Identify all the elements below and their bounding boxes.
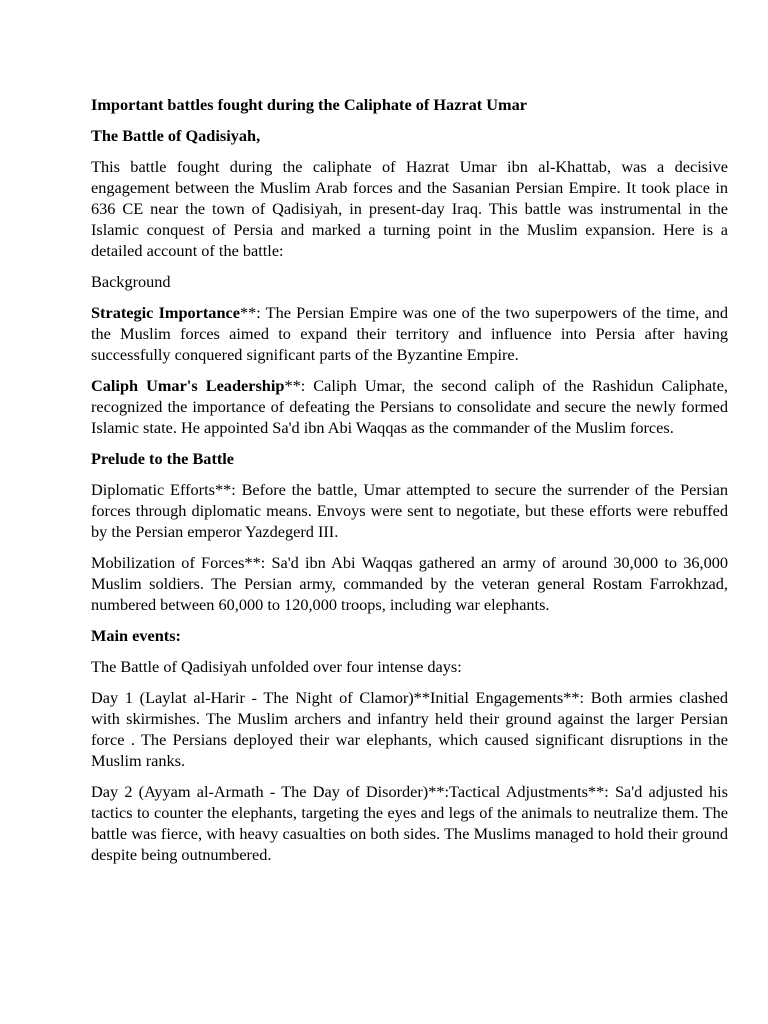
- main-events-heading: Main events:: [91, 626, 181, 645]
- leadership-label: Caliph Umar's Leadership: [91, 376, 285, 395]
- section-heading-qadisiyah: The Battle of Qadisiyah,: [91, 126, 261, 145]
- day1-paragraph: Day 1 (Laylat al-Harir - The Night of Clamor)**Initial Engagements**: Both armies clashed with skirmishes. The Muslim archers and infantry held their ground against the larger Persian force . The Persians deployed their war elephants, which caused significant disruptions in the Muslim ranks.: [91, 688, 728, 770]
- intro-paragraph: This battle fought during the caliphate of Hazrat Umar ibn al-Khattab, was a decisive engagement between the Muslim Arab forces and the Sasanian Persian Empire. It took place in 636 CE near the town of Qadisiyah, in present-day Iraq. This battle was instrumental in the Islamic conquest of Persia and marked a turning point in the Muslim expansion. Here is a detailed account of the battle:: [91, 157, 728, 260]
- background-label: Background: [91, 272, 171, 291]
- strategic-importance-paragraph: [91, 302, 728, 365]
- unfolded-paragraph: The Battle of Qadisiyah unfolded over four intense days:: [91, 657, 462, 676]
- leadership-text: **: Caliph Umar, the second caliph of the Rashidun Caliphate, recognized the importance of defeating the Persians to consolidate and secure the newly formed Islamic state. He appointed Sa'd ibn Abi Waqqas as the commander of the Muslim forces.: [91, 376, 728, 437]
- prelude-heading: Prelude to the Battle: [91, 449, 235, 468]
- leadership-paragraph: [91, 375, 728, 438]
- document-title: Important battles fought during the Caliphate of Hazrat Umar: [91, 95, 527, 114]
- day2-paragraph: Day 2 (Ayyam al-Armath - The Day of Disorder)**:Tactical Adjustments**: Sa'd adjusted his tactics to counter the elephants, targeting the eyes and legs of the animals to neutralize them. The battle was fierce, with heavy casualties on both sides. The Muslims managed to hold their ground despite being outnumbered.: [91, 782, 728, 864]
- document-page: [91, 94, 728, 875]
- diplomatic-paragraph: Diplomatic Efforts**: Before the battle, Umar attempted to secure the surrender of the Persian forces through diplomatic means. Envoys were sent to negotiate, but these efforts were rebuffed by the Persian emperor Yazdegerd III.: [91, 480, 728, 541]
- mobilization-paragraph: Mobilization of Forces**: Sa'd ibn Abi Waqqas gathered an army of around 30,000 to 36,000 Muslim soldiers. The Persian army, commanded by the veteran general Rostam Farrokhzad, numbered between 60,000 to 120,000 troops, including war elephants.: [91, 553, 728, 614]
- strategic-importance-text: **: The Persian Empire was one of the two superpowers of the time, and the Muslim forces aimed to expand their territory and influence into Persia after having successfully conquered significant parts of the Byzantine Empire.: [91, 303, 728, 364]
- strategic-importance-label: Strategic Importance: [91, 303, 240, 322]
